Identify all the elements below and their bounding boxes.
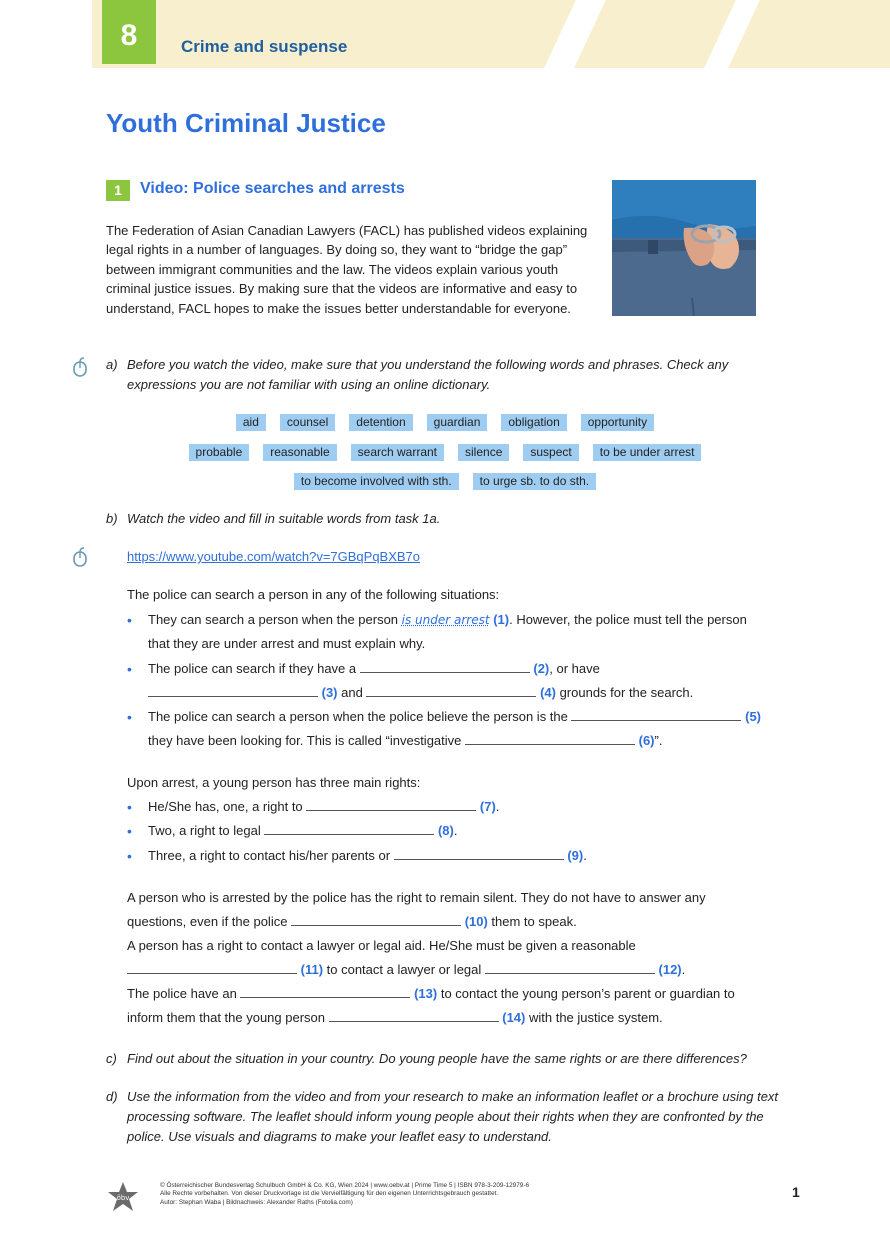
right-3-post: . — [583, 848, 587, 863]
paragraph-lawyer-line1: A person has a right to contact a lawyer or legal aid. He/She must be given a reasonable — [127, 938, 636, 953]
page-title: Youth Criminal Justice — [106, 108, 386, 138]
task-b-label: b) — [106, 511, 118, 526]
task-d-label: d) — [106, 1089, 118, 1104]
word-chip: obligation — [501, 414, 566, 431]
word-chip: to become involved with sth. — [294, 473, 459, 490]
right-3 — [127, 844, 797, 868]
blank-line[interactable] — [360, 659, 530, 673]
gap-number: (10) — [464, 914, 488, 929]
word-chip: aid — [236, 414, 266, 431]
task-c-label: c) — [106, 1051, 117, 1066]
bullet-2 — [127, 657, 797, 705]
word-chip: search warrant — [351, 444, 444, 461]
blank-line[interactable] — [485, 960, 655, 974]
paragraph-parent-pre: The police have an — [127, 986, 241, 1001]
paragraph-silent-post: them to speak. — [487, 914, 577, 929]
exercise-number: 1 — [106, 180, 130, 201]
blank-line[interactable] — [366, 683, 536, 697]
gap-number: (1) — [493, 612, 510, 627]
unit-number: 8 — [102, 0, 156, 64]
gap-number: (2) — [533, 661, 550, 676]
right-2 — [127, 819, 797, 843]
blank-line[interactable] — [264, 821, 434, 835]
gap-number: (4) — [540, 685, 556, 700]
task-a-text: Before you watch the video, make sure that you understand the following words and phrases. Check any expressions you are not familiar with using an online dictionary. — [127, 357, 729, 392]
video-link-row — [127, 545, 797, 569]
gap-number: (6) — [638, 733, 655, 748]
footer-line-2: Alle Rechte vorbehalten. Von dieser Druckvorlage ist die Vervielfältigung für den eigenen Unterrichtsgebrauch gestattet. — [160, 1190, 499, 1198]
task-c — [106, 1049, 796, 1069]
word-row-1 — [0, 414, 890, 431]
word-chip: probable — [189, 444, 250, 461]
bullet-3-line2-post: ”. — [654, 733, 663, 748]
bullet-2-pre: The police can search if they have a — [148, 661, 360, 676]
task-c-text: Find out about the situation in your country. Do young people have the same rights or are there differences? — [127, 1051, 747, 1066]
bullet-3 — [127, 705, 797, 753]
bullet-1 — [127, 608, 797, 656]
paragraph-parent-post2: with the justice system. — [525, 1010, 663, 1025]
gap-number: (9) — [567, 848, 584, 863]
gap-number: (5) — [745, 709, 761, 724]
task-a — [106, 355, 796, 395]
word-chip: to be under arrest — [593, 444, 702, 461]
blank-line[interactable] — [240, 984, 410, 998]
paragraph-parent-post: to contact the young person’s parent or guardian to — [437, 986, 735, 1001]
gap-number: (7) — [479, 799, 496, 814]
blank-line[interactable] — [306, 797, 476, 811]
video-link[interactable]: https://www.youtube.com/watch?v=7GBqPqBXB7o — [127, 549, 421, 564]
gap-number: (13) — [414, 986, 438, 1001]
unit-title: Crime and suspense — [181, 37, 348, 56]
blank-line[interactable] — [127, 960, 297, 974]
bullet-1-post: . However, the police must tell the person — [509, 612, 747, 627]
word-chip: to urge sb. to do sth. — [473, 473, 596, 490]
oebv-logo — [106, 1180, 140, 1219]
gap-number: (14) — [502, 1010, 526, 1025]
word-chip: detention — [349, 414, 412, 431]
task-b — [106, 509, 796, 529]
task-d — [106, 1087, 796, 1147]
right-1-post: . — [495, 799, 500, 814]
blank-line[interactable] — [329, 1008, 499, 1022]
gap-number: (12) — [658, 962, 682, 977]
gap-number: (11) — [300, 962, 324, 977]
bullet-3-pre: The police can search a person when the police believe the person is the — [148, 709, 572, 724]
right-2-pre: Two, a right to legal — [148, 823, 265, 838]
task-a-label: a) — [106, 357, 118, 372]
page-number: 1 — [792, 1184, 800, 1200]
blank-line[interactable] — [148, 683, 318, 697]
search-intro: The police can search a person in any of the following situations: — [127, 587, 500, 602]
gap-number: (3) — [321, 685, 338, 700]
blank-line[interactable] — [291, 912, 461, 926]
word-row-3 — [0, 473, 890, 490]
right-3-pre: Three, a right to contact his/her parents or — [148, 848, 394, 863]
header-left-gap — [0, 0, 92, 68]
word-chip: opportunity — [581, 414, 654, 431]
oebv-logo-text: öbv — [116, 1194, 130, 1202]
paragraph-lawyer-post: . — [681, 962, 686, 977]
right-2-post: . — [453, 823, 458, 838]
paragraph-silent — [127, 886, 797, 1030]
blank-line[interactable] — [394, 846, 564, 860]
right-1 — [127, 795, 797, 819]
word-chip: reasonable — [263, 444, 336, 461]
task-d-text: Use the information from the video and from your research to make an information leaflet or a brochure using text processing software. The leaflet should inform young people about their rights when they are confronted by the police. Use visuals and diagrams to make your leaflet easy to understand. — [127, 1089, 779, 1144]
word-chip: silence — [458, 444, 509, 461]
word-chip: suspect — [523, 444, 578, 461]
mouse-icon — [72, 357, 88, 377]
task-b-text: Watch the video and fill in suitable words from task 1a. — [127, 511, 441, 526]
paragraph-silent-line1: A person who is arrested by the police has the right to remain silent. They do not have to answer any — [127, 890, 706, 905]
bullet-1-pre: They can search a person when the person — [148, 612, 402, 627]
paragraph-silent-pre: questions, even if the police — [127, 914, 292, 929]
bullet-2-and: and — [337, 685, 367, 700]
bullet-3-line2-pre: they have been looking for. This is called “investigative — [148, 733, 465, 748]
footer-line-3: Autor: Stephan Waba | Bildnachweis: Alexander Raths (Fotolia.com) — [160, 1198, 353, 1206]
paragraph-lawyer-mid: to contact a lawyer or legal — [323, 962, 485, 977]
mouse-icon — [72, 547, 88, 567]
word-row-2 — [0, 444, 890, 461]
bullet-2-mid: , or have — [549, 661, 600, 676]
intro-paragraph: The Federation of Asian Canadian Lawyers (FACL) has published videos explaining legal rights in a number of languages. By doing so, they want to “bridge the gap” between immigrant communities and the law. The videos explain various youth criminal justice issues. By making sure that the videos are informative and easy to understand, FACL hopes to make the issues better understandable for everyone. — [106, 223, 588, 316]
bullet-2-post: grounds for the search. — [555, 685, 694, 700]
answer-1: is under arrest — [401, 613, 490, 627]
bullet-1-line2: that they are under arrest and must explain why. — [148, 636, 426, 651]
blank-line[interactable] — [571, 707, 741, 721]
rights-intro: Upon arrest, a young person has three main rights: — [127, 775, 421, 790]
handcuffs-photo — [612, 180, 756, 316]
exercise-title: Video: Police searches and arrests — [140, 180, 405, 197]
word-chip: guardian — [427, 414, 488, 431]
blank-line[interactable] — [465, 731, 635, 745]
gap-number: (8) — [437, 823, 454, 838]
paragraph-parent-pre2: inform them that the young person — [127, 1010, 329, 1025]
footer-text — [160, 1182, 760, 1207]
word-chip: counsel — [280, 414, 335, 431]
right-1-pre: He/She has, one, a right to — [148, 799, 307, 814]
footer-line-1: © Österreichischer Bundesverlag Schulbuch GmbH & Co. KG, Wien 2024 | www.oebv.at | Prime Time 5 | ISBN 978-3-209-12979-6 — [160, 1182, 530, 1189]
